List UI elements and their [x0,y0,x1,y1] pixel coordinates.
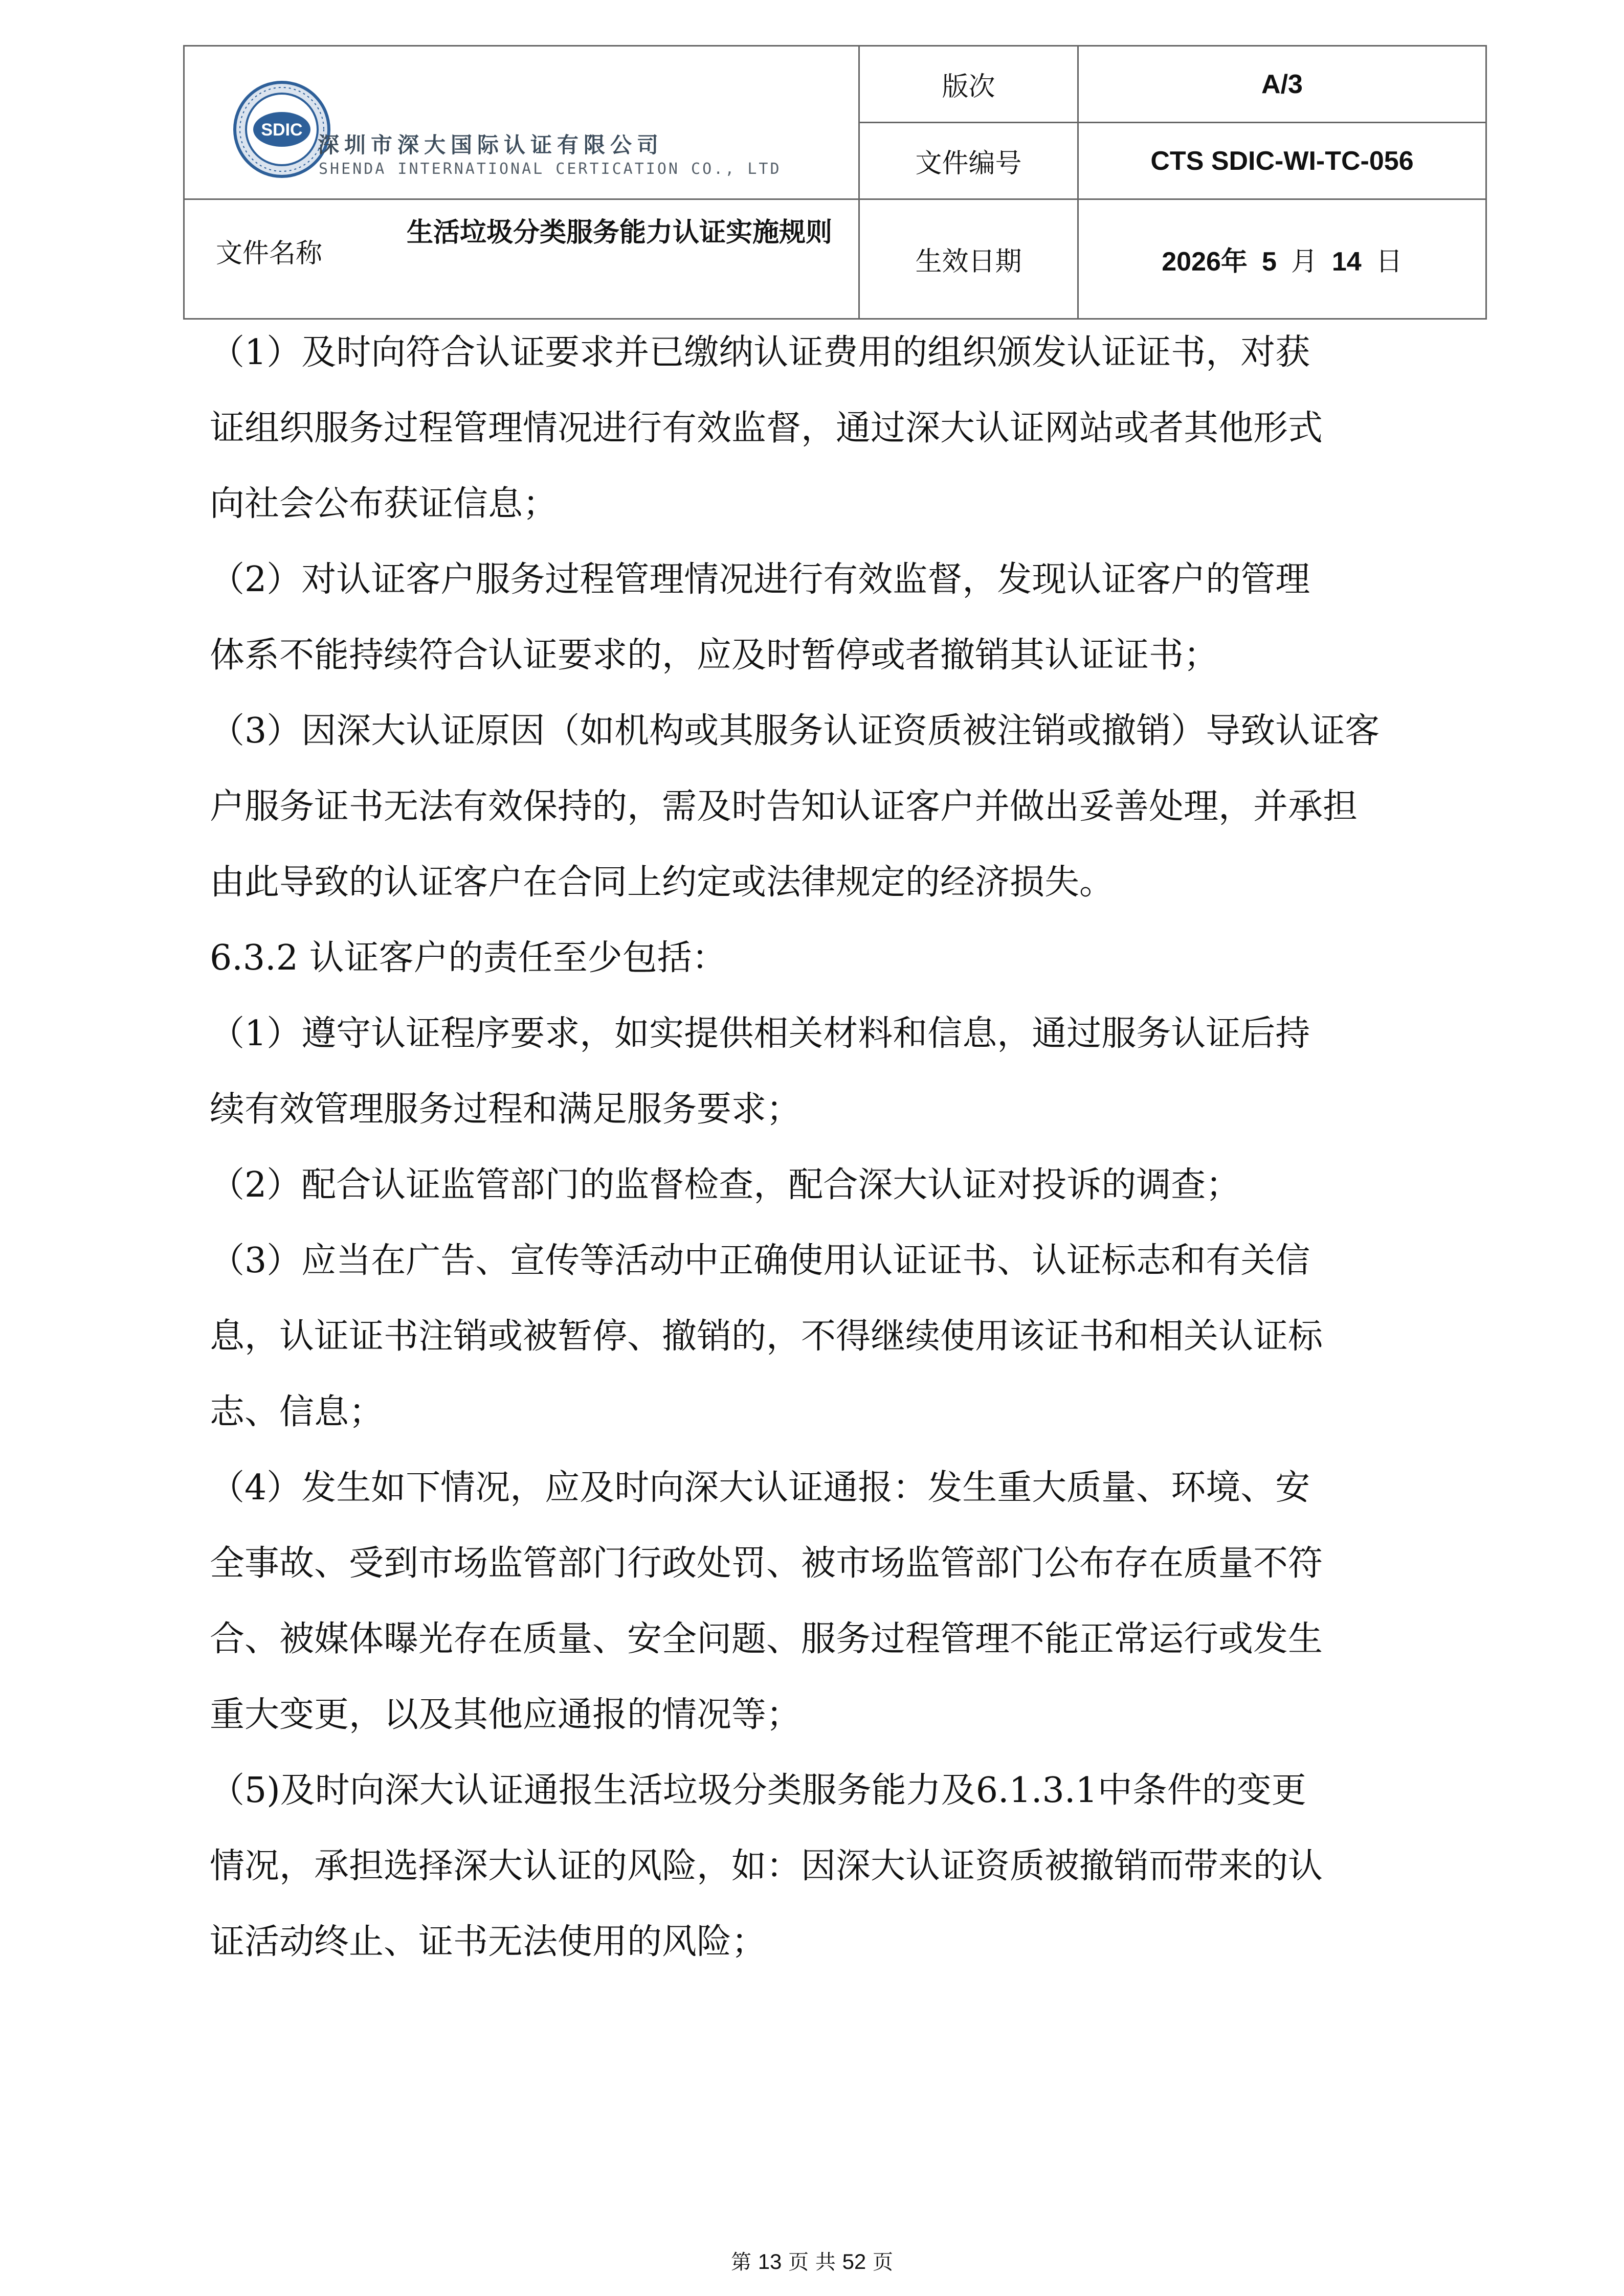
logo-text: SDIC [261,120,303,140]
body-line: 向社会公布获证信息； [210,484,558,524]
footer-mid: 页 共 [788,2250,836,2274]
body-line: （1）及时向符合认证要求并已缴纳认证费用的组织颁发认证证书，对获 [210,332,1310,373]
company-name-en: SHENDA INTERNATIONAL CERTICATION CO., LTD [319,160,782,178]
body-line: 户服务证书无法有效保持的，需及时告知认证客户并做出妥善处理，并承担 [210,786,1358,827]
doc-name-value: 生活垃圾分类服务能力认证实施规则 [406,217,832,248]
body-line: （2）配合认证监管部门的监督检查，配合深大认证对投诉的调查； [210,1165,1241,1205]
body-line: 体系不能持续符合认证要求的，应及时暂停或者撤销其认证证书； [210,635,1219,676]
doc-number-label: 文件编号 [859,123,1078,199]
footer-prefix: 第 [730,2250,751,2274]
body-line: 由此导致的认证客户在合同上约定或法律规定的经济损失。 [210,862,1115,903]
footer-suffix: 页 [873,2250,894,2274]
body-line: 证组织服务过程管理情况进行有效监督，通过深大认证网站或者其他形式 [210,408,1323,448]
effective-date-value [1078,199,1486,319]
body-line: 重大变更，以及其他应通报的情况等； [210,1695,802,1735]
company-logo-cell [184,46,859,199]
body-line: 证活动终止、证书无法使用的风险； [210,1922,767,1962]
doc-name-cell [184,199,859,319]
effective-year: 2026年 [1162,247,1248,277]
body-line: 志、信息； [210,1392,384,1432]
effective-month: 5 [1261,247,1277,277]
body-line: （4）发生如下情况，应及时向深大认证通报：发生重大质量、环境、安 [210,1468,1310,1508]
body-line: 续有效管理服务过程和满足服务要求； [210,1089,802,1130]
body-line: （3）因深大认证原因（如机构或其服务认证资质被注销或撤销）导致认证客 [210,711,1380,751]
current-page-number: 13 [758,2249,782,2274]
doc-number-value: CTS SDIC-WI-TC-056 [1078,123,1486,199]
total-page-number: 52 [842,2249,866,2274]
version-label: 版次 [859,46,1078,123]
effective-date-label: 生效日期 [859,199,1078,319]
doc-name-value-wrap [374,200,865,250]
company-logo [231,78,844,181]
document-header-table [183,45,1487,320]
effective-month-unit: 月 [1291,246,1318,277]
section-heading: 6.3.2 认证客户的责任至少包括： [210,938,727,978]
body-line: 息，认证证书注销或被暂停、撤销的，不得继续使用该证书和相关认证标 [210,1316,1323,1357]
body-line: （5)及时向深大认证通报生活垃圾分类服务能力及6.1.3.1中条件的变更 [210,1770,1306,1811]
body-line: （2）对认证客户服务过程管理情况进行有效监督，发现认证客户的管理 [210,559,1310,600]
effective-day: 14 [1331,247,1362,277]
body-line: 情况，承担选择深大认证的风险，如：因深大认证资质被撤销而带来的认 [210,1846,1323,1886]
body-line: （1）遵守认证程序要求，如实提供相关材料和信息，通过服务认证后持 [210,1014,1310,1054]
body-line: 合、被媒体曝光存在质量、安全问题、服务过程管理不能正常运行或发生 [210,1619,1323,1659]
version-value: A/3 [1078,46,1486,123]
body-line: （3）应当在广告、宣传等活动中正确使用认证证书、认证标志和有关信 [210,1241,1310,1281]
document-body [210,315,1448,1980]
page-footer [0,2246,1624,2275]
doc-name-label: 文件名称 [215,238,322,269]
company-name-cn: 深圳市深大国际认证有限公司 [318,132,664,157]
effective-day-unit: 日 [1375,246,1403,277]
body-line: 全事故、受到市场监管部门行政处罚、被市场监管部门公布存在质量不符 [210,1543,1323,1584]
